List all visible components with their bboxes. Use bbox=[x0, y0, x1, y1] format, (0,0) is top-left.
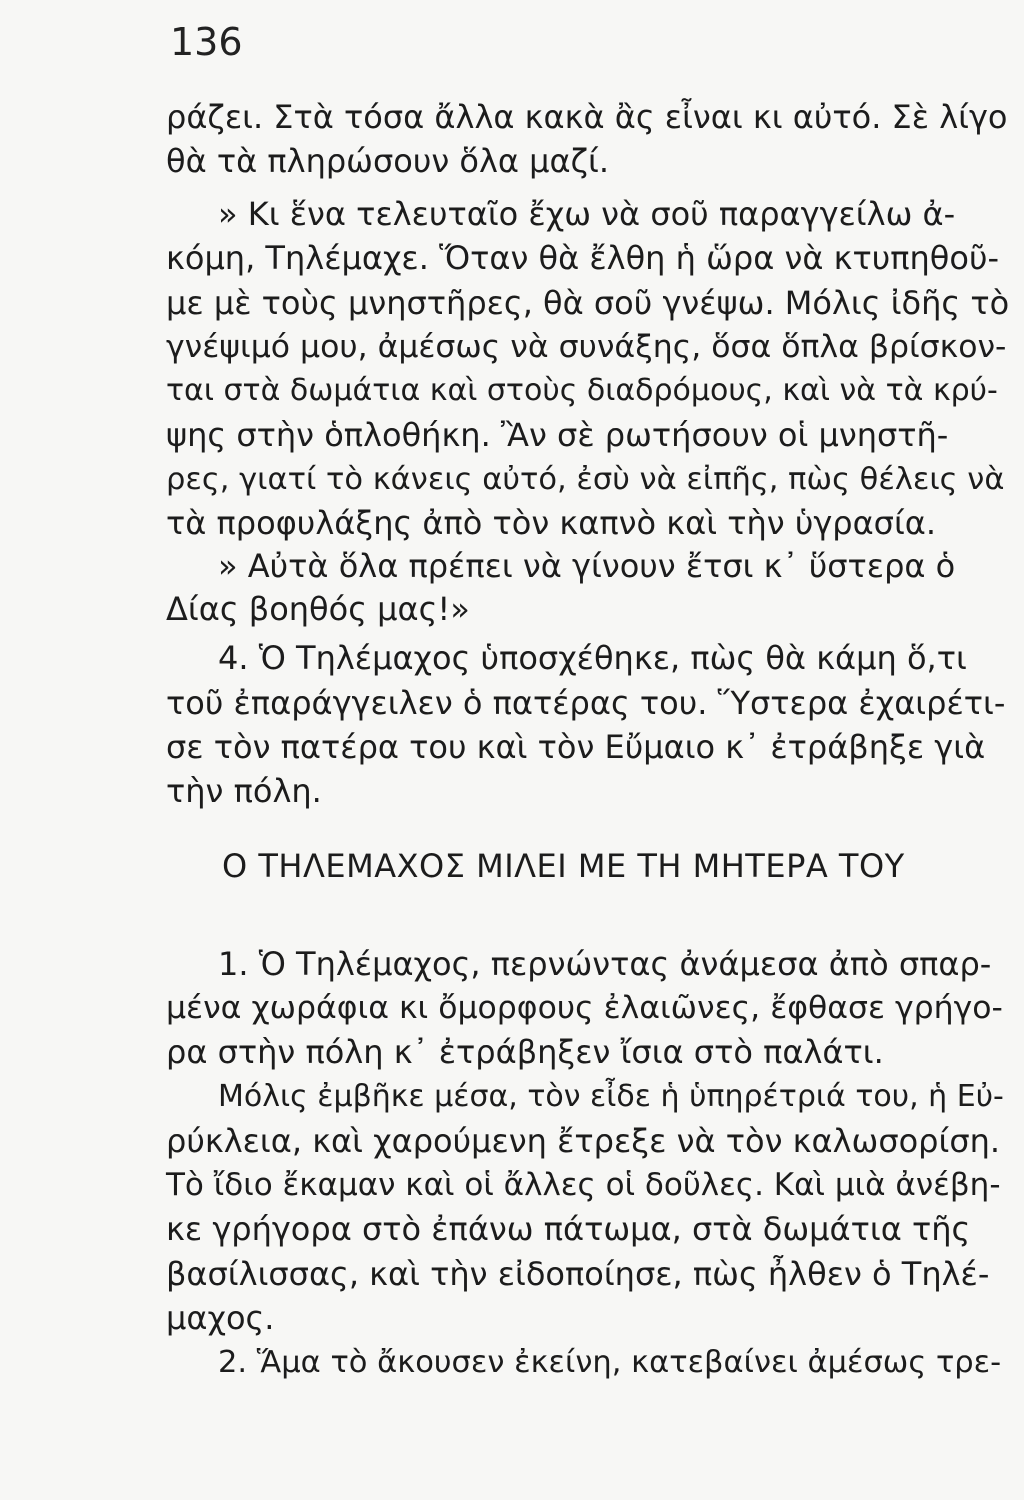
text-line: ράζει. Στὰ τόσα ἄλλα κακὰ ἂς εἶναι κι αὐτό. Σὲ λίγο bbox=[166, 98, 1008, 136]
text-line: με μὲ τοὺς μνηστῆρες, θὰ σοῦ γνέψω. Μόλις ἰδῆς τὸ bbox=[166, 284, 1010, 322]
text-line: » Κι ἕνα τελευταῖο ἔχω νὰ σοῦ παραγγείλω ἀ- bbox=[218, 195, 956, 233]
text-line: σε τὸν πατέρα του καὶ τὸν Εὔμαιο κ᾽ ἐτράβηξε γιὰ bbox=[166, 728, 986, 766]
page-number: 136 bbox=[170, 20, 243, 64]
text-line: Μόλις ἐμβῆκε μέσα, τὸν εἶδε ἡ ὑπηρέτριά του, ἡ Εὐ- bbox=[218, 1079, 1004, 1114]
text-line: μένα χωράφια κι ὄμορφους ἐλαιῶνες, ἔφθασε γρήγο- bbox=[166, 990, 1003, 1026]
text-line: τοῦ ἐπαράγγειλεν ὁ πατέρας του. Ὕστερα ἐχαιρέτι- bbox=[166, 684, 1006, 722]
text-line: 2. Ἅμα τὸ ἄκουσεν ἐκείνη, κατεβαίνει ἀμέσως τρε- bbox=[218, 1345, 1002, 1380]
text-line: βασίλισσας, καὶ τὴν εἰδοποίησε, πὼς ἦλθεν ὁ Τηλέ- bbox=[166, 1255, 990, 1293]
text-line: ψης στὴν ὁπλοθήκη. Ἂν σὲ ρωτήσουν οἱ μνηστῆ- bbox=[166, 416, 949, 454]
text-line: κε γρήγορα στὸ ἐπάνω πάτωμα, στὰ δωμάτια τῆς bbox=[166, 1210, 971, 1248]
text-line: ται στὰ δωμάτια καὶ στοὺς διαδρόμους, καὶ νὰ τὰ κρύ- bbox=[166, 373, 998, 408]
text-line: Τὸ ἴδιο ἔκαμαν καὶ οἱ ἄλλες οἱ δοῦλες. Καὶ μιὰ ἀνέβη- bbox=[166, 1167, 1001, 1203]
text-line: μαχος. bbox=[166, 1299, 275, 1337]
text-line: Δίας βοηθός μας!» bbox=[166, 590, 470, 628]
text-line: ρα στὴν πόλη κ᾽ ἐτράβηξεν ἴσια στὸ παλάτι. bbox=[166, 1033, 884, 1071]
text-line: γνέψιμό μου, ἀμέσως νὰ συνάξης, ὅσα ὅπλα βρίσκον- bbox=[166, 329, 1007, 365]
text-line: θὰ τὰ πληρώσουν ὅλα μαζί. bbox=[166, 142, 610, 180]
text-line: 1. Ὁ Τηλέμαχος, περνώντας ἀνάμεσα ἀπὸ σπαρ- bbox=[218, 945, 992, 983]
text-line: ρύκλεια, καὶ χαρούμενη ἔτρεξε νὰ τὸν καλωσορίση. bbox=[166, 1122, 1001, 1160]
section-heading: Ο ΤΗΛΕΜΑΧΟΣ ΜΙΛΕΙ ΜΕ ΤΗ ΜΗΤΕΡΑ ΤΟΥ bbox=[222, 847, 905, 885]
text-line: ρες, γιατί τὸ κάνεις αὐτό, ἐσὺ νὰ εἰπῆς, πὼς θέλεις νὰ bbox=[166, 462, 1005, 497]
text-line: κόμη, Τηλέμαχε. Ὅταν θὰ ἔλθη ἡ ὥρα νὰ κτυπηθοῦ- bbox=[166, 239, 999, 277]
text-line: τὰ προφυλάξης ἀπὸ τὸν καπνὸ καὶ τὴν ὑγρασία. bbox=[166, 504, 937, 542]
text-line: » Αὐτὰ ὅλα πρέπει νὰ γίνουν ἔτσι κ᾽ ὕστερα ὁ bbox=[218, 547, 956, 585]
text-line: 4. Ὁ Τηλέμαχος ὑποσχέθηκε, πὼς θὰ κάμη ὅ,τι bbox=[218, 639, 967, 677]
text-line: τὴν πόλη. bbox=[166, 772, 322, 810]
